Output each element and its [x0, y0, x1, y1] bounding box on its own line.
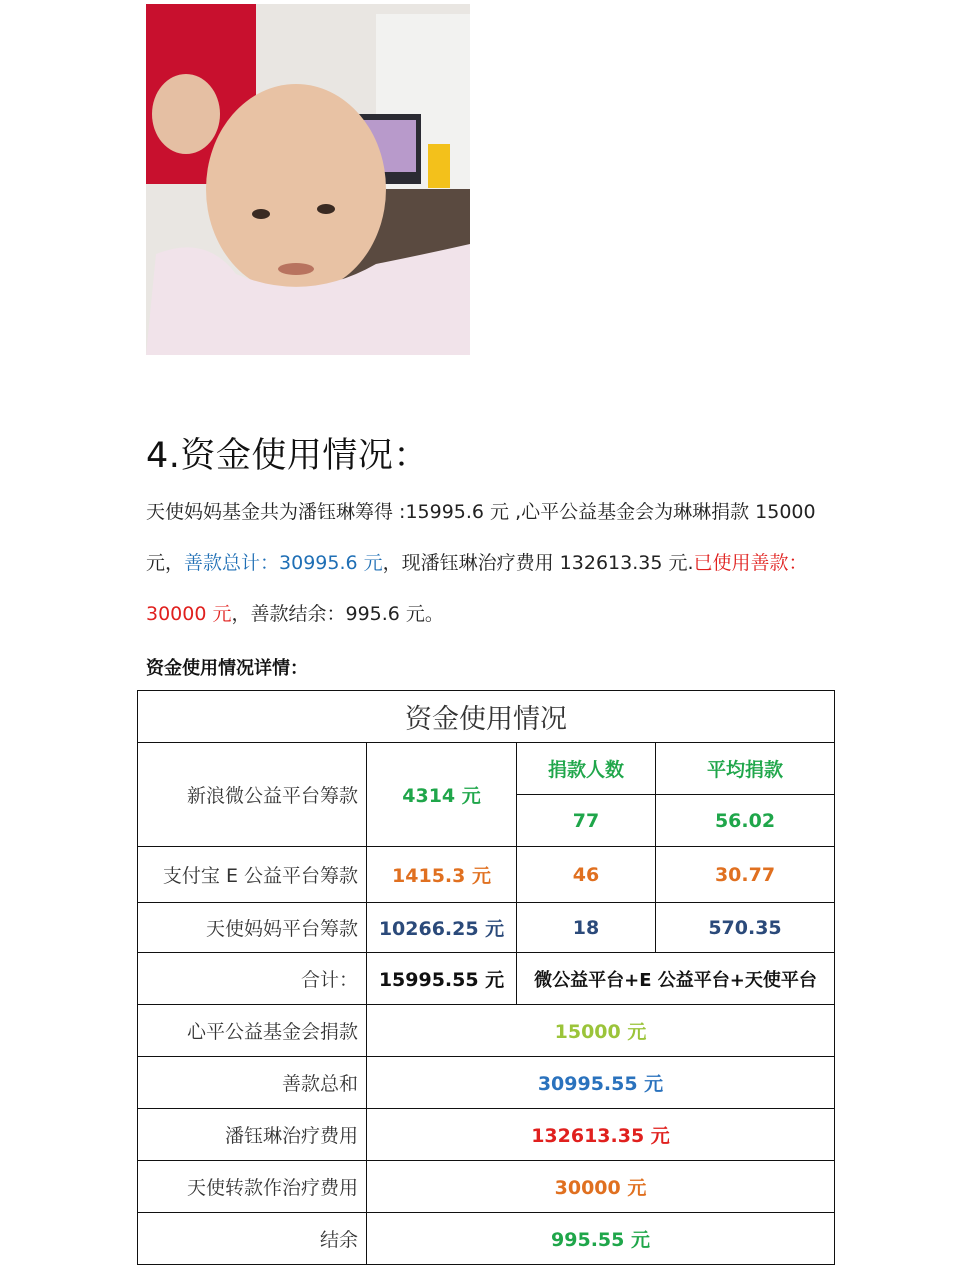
balance-label: 结余 — [138, 1213, 367, 1265]
alipay-amount: 1415.3 元 — [367, 847, 517, 903]
table-row — [138, 743, 835, 795]
table-caption: 资金使用情况 — [138, 691, 835, 743]
transfer-label: 天使转款作治疗费用 — [138, 1161, 367, 1213]
weibo-avg: 56.02 — [656, 795, 835, 847]
used-donations-label: 已使用善款： — [693, 552, 808, 574]
total-note: 微公益平台+E 公益平台+天使平台 — [517, 953, 835, 1005]
used-donations-value: 30000 元 — [146, 603, 232, 625]
treatment-label: 潘钰琳治疗费用 — [138, 1109, 367, 1161]
total-label: 合计： — [138, 953, 367, 1005]
angel-avg: 570.35 — [656, 903, 835, 953]
summary-text-3: ，善款结余：995.6 元。 — [231, 603, 444, 625]
weibo-amount: 4314 元 — [367, 743, 517, 847]
balance-value: 995.55 元 — [367, 1213, 835, 1265]
sum-label: 善款总和 — [138, 1057, 367, 1109]
sum-value: 30995.55 元 — [367, 1057, 835, 1109]
table-row — [138, 1161, 835, 1213]
table-row — [138, 1005, 835, 1057]
transfer-value: 30000 元 — [367, 1161, 835, 1213]
summary-line-3 — [146, 602, 846, 626]
alipay-avg: 30.77 — [656, 847, 835, 903]
xinping-value: 15000 元 — [367, 1005, 835, 1057]
table-row — [138, 1213, 835, 1265]
summary-text-2b: ，现潘钰琳治疗费用 132613.35 元. — [382, 552, 694, 574]
angel-amount: 10266.25 元 — [367, 903, 517, 953]
treatment-value: 132613.35 元 — [367, 1109, 835, 1161]
table-row — [138, 1057, 835, 1109]
section-heading: 4.资金使用情况： — [146, 436, 429, 476]
funds-table — [137, 690, 835, 1265]
child-photo — [146, 4, 470, 355]
total-amount: 15995.55 元 — [367, 953, 517, 1005]
avg-header: 平均捐款 — [656, 743, 835, 795]
total-donations-text: 善款总计：30995.6 元 — [184, 552, 383, 574]
table-caption-row — [138, 691, 835, 743]
child-photo-icon — [146, 4, 470, 355]
table-row — [138, 847, 835, 903]
donors-header: 捐款人数 — [517, 743, 656, 795]
table-row — [138, 953, 835, 1005]
alipay-donors: 46 — [517, 847, 656, 903]
summary-line-1 — [146, 500, 846, 524]
weibo-label: 新浪微公益平台筹款 — [138, 743, 367, 847]
summary-line-2 — [146, 551, 846, 575]
detail-heading: 资金使用情况详情： — [146, 658, 308, 679]
angel-label: 天使妈妈平台筹款 — [138, 903, 367, 953]
table-row — [138, 903, 835, 953]
angel-donors: 18 — [517, 903, 656, 953]
summary-text-1: 天使妈妈基金共为潘钰琳筹得 :15995.6 元 ,心平公益基金会为琳琳捐款 15000 — [146, 501, 816, 523]
summary-text-2a: 元， — [146, 552, 185, 574]
table-row — [138, 1109, 835, 1161]
weibo-donors: 77 — [517, 795, 656, 847]
alipay-label: 支付宝 E 公益平台筹款 — [138, 847, 367, 903]
xinping-label: 心平公益基金会捐款 — [138, 1005, 367, 1057]
